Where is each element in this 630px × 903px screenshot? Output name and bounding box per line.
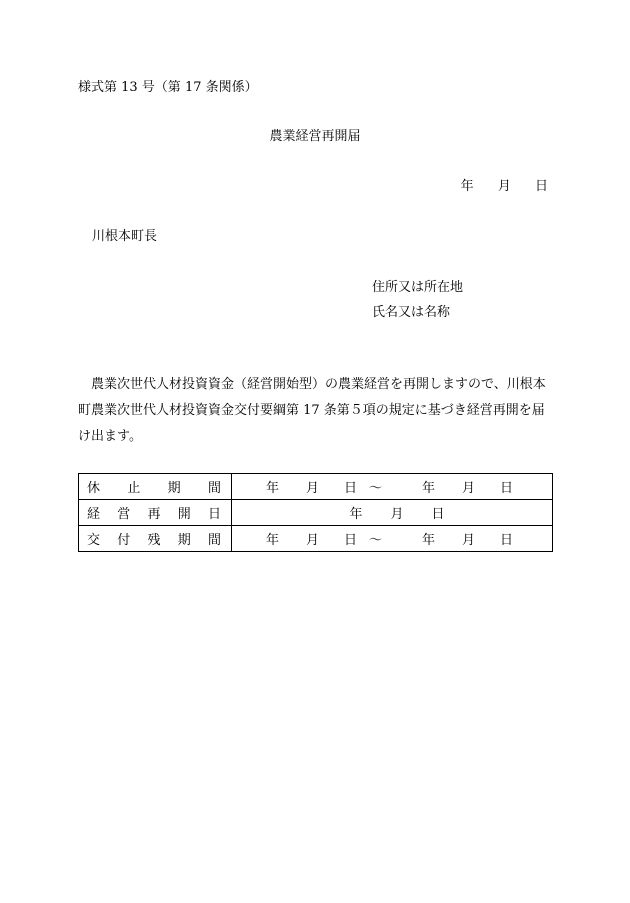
range-separator: ～ bbox=[369, 533, 383, 548]
addressee: 川根本町長 bbox=[92, 229, 158, 244]
resume-day: 日 bbox=[431, 507, 445, 522]
body-text: 農業次世代人材投資資金（経営開始型）の農業経営を再開しますので、川根本町農業次世代人材投資資金交付要綱第 17 条第５項の規定に基づき経営再開を届け出ます。 bbox=[78, 377, 546, 444]
label-char: 止 bbox=[127, 481, 141, 496]
end-month: 月 bbox=[462, 481, 476, 496]
table-row-resume-date bbox=[79, 500, 553, 526]
date-month: 月 bbox=[497, 179, 511, 194]
date-year: 年 bbox=[460, 179, 474, 194]
row-value[interactable] bbox=[232, 500, 553, 526]
table-row-remaining-period bbox=[79, 526, 553, 552]
row-value[interactable] bbox=[232, 526, 553, 552]
label-char: 残 bbox=[147, 533, 161, 548]
end-day: 日 bbox=[500, 481, 514, 496]
document-title: 農業経営再開届 bbox=[269, 129, 361, 144]
date-day: 日 bbox=[534, 179, 548, 194]
address-label: 住所又は所在地 bbox=[372, 280, 464, 295]
label-char: 期 bbox=[177, 533, 191, 548]
form-number: 様式第 13 号（第 17 条関係） bbox=[78, 80, 258, 95]
label-char: 開 bbox=[177, 507, 191, 522]
end-month: 月 bbox=[462, 533, 476, 548]
resume-month: 月 bbox=[390, 507, 404, 522]
period-table bbox=[78, 473, 553, 552]
start-year: 年 bbox=[266, 533, 280, 548]
end-year: 年 bbox=[422, 533, 436, 548]
table-row-suspension-period bbox=[79, 474, 553, 500]
label-char: 間 bbox=[207, 481, 221, 496]
label-char: 交 bbox=[87, 533, 101, 548]
label-char: 経 bbox=[87, 507, 101, 522]
end-year: 年 bbox=[422, 481, 436, 496]
label-char: 付 bbox=[117, 533, 131, 548]
label-char: 再 bbox=[147, 507, 161, 522]
resume-year: 年 bbox=[349, 507, 363, 522]
name-label: 氏名又は名称 bbox=[372, 305, 451, 320]
label-char: 間 bbox=[207, 533, 221, 548]
label-char: 日 bbox=[207, 507, 221, 522]
start-month: 月 bbox=[306, 533, 320, 548]
range-separator: ～ bbox=[369, 481, 383, 496]
submission-date bbox=[461, 180, 548, 193]
start-day: 日 bbox=[344, 481, 358, 496]
row-label bbox=[79, 500, 232, 526]
row-label bbox=[79, 526, 232, 552]
end-day: 日 bbox=[500, 533, 514, 548]
label-char: 期 bbox=[167, 481, 181, 496]
label-char: 休 bbox=[87, 481, 101, 496]
label-char: 営 bbox=[117, 507, 131, 522]
row-value[interactable] bbox=[232, 474, 553, 500]
start-day: 日 bbox=[344, 533, 358, 548]
start-month: 月 bbox=[306, 481, 320, 496]
start-year: 年 bbox=[266, 481, 280, 496]
row-label bbox=[79, 474, 232, 500]
